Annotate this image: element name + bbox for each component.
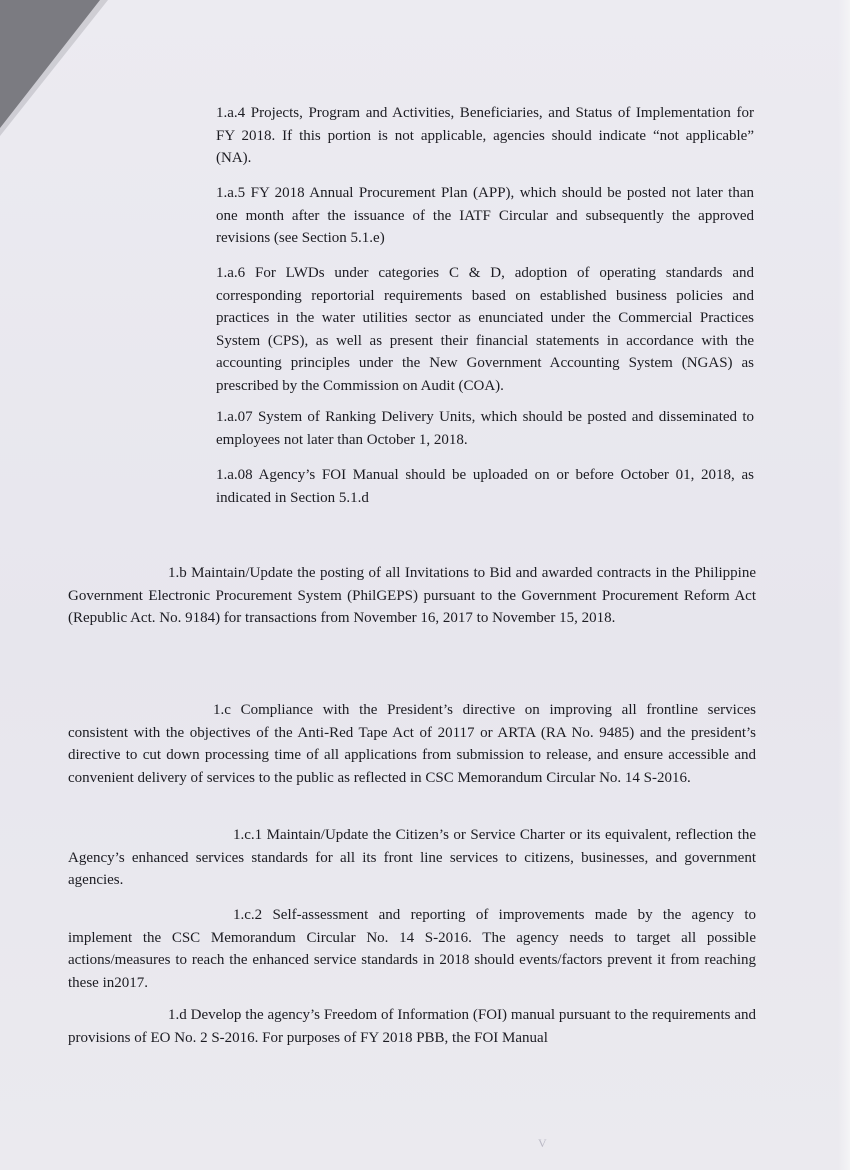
paragraph-1a07: 1.a.07 System of Ranking Delivery Units, which should be posted and disseminated to employees not later than October 1, 2018. (216, 409, 754, 448)
paragraph-1a4: 1.a.4 Projects, Program and Activities, Beneficiaries, and Status of Implementation for FY 2018. If this portion is not applicable, agencies should indicate “not applicable” (NA). (216, 105, 754, 166)
page-edge (838, 0, 850, 1170)
paragraph-1a08: 1.a.08 Agency’s FOI Manual should be uploaded on or before October 01, 2018, as indicated in Section 5.1.d (216, 467, 754, 506)
paragraph-1c: 1.c Compliance with the President’s directive on improving all frontline services consistent with the objectives of the Anti-Red Tape Act of 20117 or ARTA (RA No. 9485) and the president’s directive to cut down processing time of all applications from submission to release, and ensure accessible and convenient delivery of services to the public as reflected in CSC Memorandum Circular No. 14 S-2016. (68, 702, 756, 786)
paragraph-1b: 1.b Maintain/Update the posting of all Invitations to Bid and awarded contracts in the Philippine Government Electronic Procurement System (PhilGEPS) pursuant to the Government Procurement Reform Act (Republic Act. No. 9184) for transactions from November 16, 2017 to November 15, 2018. (68, 565, 756, 626)
page-mark: V (538, 1136, 547, 1150)
paragraph-1a5: 1.a.5 FY 2018 Annual Procurement Plan (APP), which should be posted not later than one month after the issuance of the IATF Circular and subsequently the approved revisions (see Section 5.1.e) (216, 185, 754, 246)
paragraph-1a6: 1.a.6 For LWDs under categories C & D, adoption of operating standards and corresponding reportorial requirements based on established business policies and practices in the water utilities sector as enunciated under the Commercial Practices System (CPS), as well as present their financial statements in accordance with the accounting principles under the New Government Accounting System (NGAS) as prescribed by the Commission on Audit (COA). (216, 265, 754, 394)
paragraph-1c1: 1.c.1 Maintain/Update the Citizen’s or Service Charter or its equivalent, reflection the Agency’s enhanced services standards for all its front line services to citizens, businesses, and government agencies. (68, 827, 756, 888)
page-fold-corner (0, 0, 100, 128)
paragraph-1d: 1.d Develop the agency’s Freedom of Information (FOI) manual pursuant to the requirements and provisions of EO No. 2 S-2016. For purposes of FY 2018 PBB, the FOI Manual (68, 1007, 756, 1046)
paragraph-1c2: 1.c.2 Self-assessment and reporting of improvements made by the agency to implement the CSC Memorandum Circular No. 14 S-2016. The agency needs to target all possible actions/measures to reach the enhanced service standards in 2018 should events/factors prevent it from reaching these in2017. (68, 907, 756, 991)
